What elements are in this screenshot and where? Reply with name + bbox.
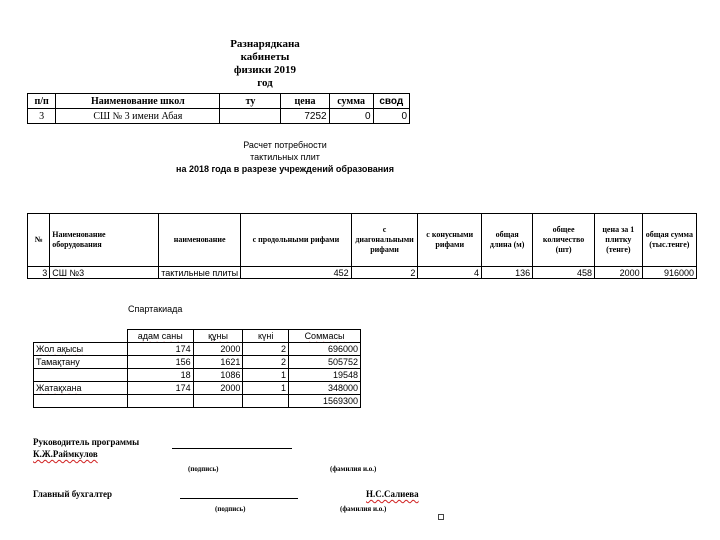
- cell-days: 1: [243, 382, 289, 395]
- cell-longitudinal: 452: [241, 267, 352, 279]
- cell-school: СШ № 3 имени Абая: [56, 109, 220, 124]
- table-row: [34, 343, 361, 356]
- cell-unit-price: 2000: [594, 267, 642, 279]
- document-title: [210, 38, 320, 90]
- signature-caption-2: (подпись): [215, 505, 246, 513]
- col-header-equipment: Наименование оборудования: [50, 214, 159, 267]
- col-header-unit-price: цена за 1 плитку (тенге): [594, 214, 642, 267]
- col-header-blank: [34, 330, 128, 343]
- cell-conical: 4: [418, 267, 482, 279]
- col-header-cost: құны: [193, 330, 243, 343]
- cell-amount: 696000: [288, 343, 360, 356]
- col-header-name: наименование: [159, 214, 241, 267]
- section-title-line-2: тактильных плит: [250, 152, 320, 162]
- accountant-signature-line: [180, 498, 298, 499]
- accountant-name: Н.С.Салиева: [366, 489, 419, 499]
- col-header-amount: Соммасы: [288, 330, 360, 343]
- manager-name: К.Ж.Раймкулов: [33, 449, 98, 459]
- col-header-sum: сумма: [329, 94, 373, 109]
- cell-svod: 0: [373, 109, 409, 124]
- cell-cost: 1621: [193, 356, 243, 369]
- cell-total-amount: 1569300: [288, 395, 360, 408]
- accountant-role: Главный бухгалтер: [33, 489, 113, 499]
- section-title: [150, 139, 420, 175]
- cell-days: 2: [243, 356, 289, 369]
- manager-role: Руководитель программы: [33, 437, 140, 447]
- cell-name: тактильные плиты: [159, 267, 241, 279]
- cell-blank: [193, 395, 243, 408]
- table-header-row: [34, 330, 361, 343]
- col-header-price: цена: [281, 94, 329, 109]
- col-header-school: Наименование школ: [56, 94, 220, 109]
- signature-caption: (подпись): [188, 465, 219, 473]
- col-header-conical: с конусными рифами: [418, 214, 482, 267]
- cell-blank: [243, 395, 289, 408]
- cell-amount: 505752: [288, 356, 360, 369]
- table-header-row: [28, 94, 410, 109]
- cell-people: 174: [127, 382, 193, 395]
- col-header-quantity: общее количество (шт): [533, 214, 595, 267]
- col-header-total: общая сумма (тыс.тенге): [642, 214, 696, 267]
- section-title-line-1: Расчет потребности: [243, 140, 327, 150]
- section-title-line-3: на 2018 года в разрезе учреждений образования: [176, 164, 394, 174]
- cell-quantity: 458: [533, 267, 595, 279]
- surname-caption-2: (фамилия и.о.): [340, 505, 387, 513]
- col-header-tu: ту: [220, 94, 281, 109]
- table-header-row: [28, 214, 697, 267]
- cell-num: 3: [28, 109, 56, 124]
- col-header-days: күні: [243, 330, 289, 343]
- cell-amount: 348000: [288, 382, 360, 395]
- total-row: [34, 395, 361, 408]
- col-header-num: п/п: [28, 94, 56, 109]
- cell-item: Жол ақысы: [34, 343, 128, 356]
- spartakiad-table: [33, 329, 361, 408]
- table-row: [34, 356, 361, 369]
- cell-blank: [127, 395, 193, 408]
- title-line-2: кабинеты: [240, 51, 290, 63]
- cell-people: 18: [127, 369, 193, 382]
- school-price-table: [27, 93, 410, 124]
- cell-item: [34, 369, 128, 382]
- table-row: [34, 369, 361, 382]
- table-row: [28, 267, 697, 279]
- cell-item: Жатақхана: [34, 382, 128, 395]
- cell-sum: 0: [329, 109, 373, 124]
- cell-amount: 19548: [288, 369, 360, 382]
- title-line-4: год: [257, 77, 273, 89]
- col-header-people: адам саны: [127, 330, 193, 343]
- tactile-plates-table: [27, 213, 697, 279]
- manager-signature-line: [172, 448, 292, 449]
- cell-diagonal: 2: [351, 267, 418, 279]
- cell-equipment: СШ №3: [50, 267, 159, 279]
- cell-people: 156: [127, 356, 193, 369]
- cell-days: 1: [243, 369, 289, 382]
- title-line-1: Разнарядкана: [230, 38, 300, 50]
- table-row: [28, 109, 410, 124]
- spartakiad-label: Спартакиада: [128, 304, 183, 314]
- title-line-3: физики 2019: [233, 64, 297, 76]
- cell-total: 916000: [642, 267, 696, 279]
- cell-cost: 2000: [193, 382, 243, 395]
- cell-cost: 1086: [193, 369, 243, 382]
- cell-length: 136: [482, 267, 533, 279]
- cell-blank: [34, 395, 128, 408]
- col-header-length: общая длина (м): [482, 214, 533, 267]
- surname-caption: (фамилия и.о.): [330, 465, 377, 473]
- col-header-num: №: [28, 214, 50, 267]
- cell-tu: [220, 109, 281, 124]
- col-header-svod: свод: [373, 94, 409, 109]
- cell-days: 2: [243, 343, 289, 356]
- col-header-diagonal: с диагональными рифами: [351, 214, 418, 267]
- cell-people: 174: [127, 343, 193, 356]
- cell-num: 3: [28, 267, 50, 279]
- col-header-longitudinal: с продольными рифами: [241, 214, 352, 267]
- cell-item: Тамақтану: [34, 356, 128, 369]
- table-row: [34, 382, 361, 395]
- square-marker-icon: [438, 514, 444, 520]
- cell-price: 7252: [281, 109, 329, 124]
- cell-cost: 2000: [193, 343, 243, 356]
